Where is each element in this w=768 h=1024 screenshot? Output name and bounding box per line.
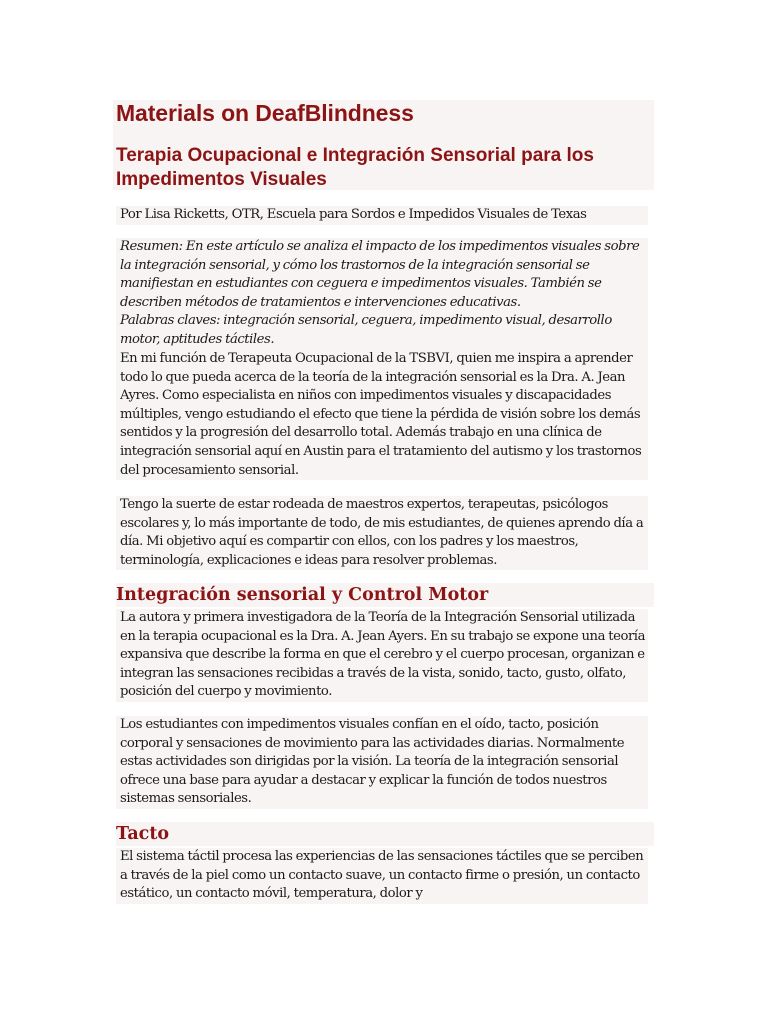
document-header: [113, 100, 654, 190]
paragraph-text: Los estudiantes con impedimentos visuales confían en el oído, tacto, posición corporal y sensaciones de movimiento para las actividades diarias. Normalmente estas actividades son dirigidas por la visión. La teoría de la integración sensorial ofrece una base para ayudar a destacar y explicar la función de todos nuestros sistemas sensoriales.: [120, 717, 625, 807]
abstract: [116, 238, 648, 350]
byline-text: Por Lisa Ricketts, OTR, Escuela para Sordos e Impedidos Visuales de Texas: [120, 207, 587, 222]
paragraph-text: En mi función de Terapeuta Ocupacional de la TSBVI, quien me inspira a aprender todo lo que pueda acerca de la teoría de la integración sensorial es la Dra. A. Jean Ayres. Como especialista en niños con impedimentos visuales y discapacidades múltiples, vengo estudiando el efecto que tiene la pérdida de visión sobre los demás sentidos y la progresión del desarrollo total. Además trabajo en una clínica de integración sensorial aquí en Austin para el tratamiento del autismo y los trastornos del procesamiento sensorial.: [120, 351, 642, 478]
intro-paragraph-1: [116, 350, 648, 480]
paragraph-text: La autora y primera investigadora de la Teoría de la Integración Sensorial utilizada en la terapia ocupacional es la Dra. A. Jean Ayers. En su trabajo se expone una teoría expansiva que describe la forma en que el cerebro y el cuerpo procesan, organizan e integran las sensaciones recibidas a través de la vista, sonido, tacto, gusto, olfato, posición del cuerpo y movimiento.: [120, 610, 645, 700]
paragraph-text: Tengo la suerte de estar rodeada de maestros expertos, terapeutas, psicólogos escolares y, lo más importante de todo, de mis estudiantes, de quienes aprendo día a día. Mi objetivo aquí es compartir con ellos, con los padres y los maestros, terminología, explicaciones e ideas para resolver problemas.: [120, 497, 644, 568]
integration-paragraph-1: [116, 609, 648, 702]
byline: [116, 206, 648, 225]
abstract-summary: Resumen: En este artículo se analiza el impacto de los impedimentos visuales sobre la integración sensorial, y cómo los trastornos de la integración sensorial se manifiestan en estudiantes con ceguera e impedimentos visuales. También se describen métodos de tratamientos e intervenciones educativas.: [120, 239, 640, 310]
touch-paragraph-1: [116, 848, 648, 904]
page-title: Materials on DeafBlindness: [116, 100, 414, 126]
article-title: Terapia Ocupacional e Integración Sensorial para los Impedimentos Visuales: [116, 145, 594, 190]
intro-paragraph-2: [116, 496, 648, 570]
paragraph-text: El sistema táctil procesa las experiencias de las sensaciones táctiles que se perciben a través de la piel como un contacto suave, un contacto firme o presión, un contacto estático, un contacto móvil, temperatura, dolor y: [120, 849, 644, 902]
section-heading-integration: Integración sensorial y Control Motor: [116, 583, 654, 607]
abstract-keywords: Palabras claves: integración sensorial, ceguera, impedimento visual, desarrollo motor, aptitudes táctiles.: [120, 313, 612, 347]
section-heading-touch: Tacto: [116, 822, 654, 846]
integration-paragraph-2: [116, 716, 648, 809]
